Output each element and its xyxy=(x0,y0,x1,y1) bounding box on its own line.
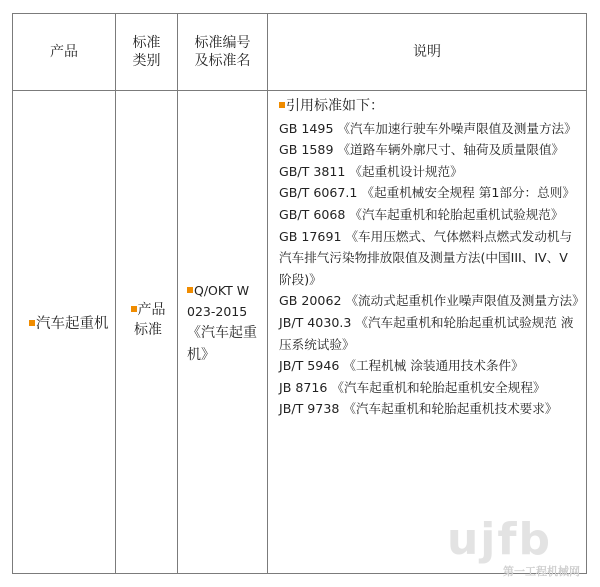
header-number: 标准编号及标准名 xyxy=(194,35,251,69)
number-cell: Q/OKT W 023-2015 《汽车起重机》 xyxy=(187,283,257,363)
watermark-logo: ujfb xyxy=(446,514,552,565)
header-description: 说明 xyxy=(413,44,441,60)
standard-item: GB/T 6067.1 《起重机械安全规程 第1部分：总则》 xyxy=(279,185,575,201)
standard-item: JB 8716 《汽车起重机和轮胎起重机安全规程》 xyxy=(279,379,546,395)
description-cell xyxy=(279,96,585,420)
standard-item: JB/T 5946 《工程机械 涂装通用技术条件》 xyxy=(279,358,524,374)
header-category: 标准类别 xyxy=(132,35,161,69)
bullet-icon xyxy=(279,102,285,108)
column-divider xyxy=(115,14,116,573)
standard-item: JB/T 9738 《汽车起重机和轮胎起重机技术要求》 xyxy=(279,401,558,417)
standard-item: GB 1495 《汽车加速行驶车外噪声限值及测量方法》 xyxy=(279,120,577,136)
watermark-site: 第一工程机械网 xyxy=(503,565,580,578)
bullet-icon xyxy=(131,306,137,312)
standard-item: GB 17691 《车用压燃式、气体燃料点燃式发动机与汽车排气污染物排放限值及测量方法(中国III、IV、V阶段)》 xyxy=(279,228,573,287)
standard-item: GB/T 3811 《起重机设计规范》 xyxy=(279,163,463,179)
bullet-icon xyxy=(187,287,193,293)
standards-table xyxy=(12,13,587,574)
standard-item: GB 20062 《流动式起重机作业噪声限值及测量方法》 xyxy=(279,293,585,309)
column-divider xyxy=(177,14,178,573)
product-cell: 汽车起重机 xyxy=(29,314,109,334)
standard-item: JB/T 4030.3 《汽车起重机和轮胎起重机试验规范 液压系统试验》 xyxy=(279,314,574,352)
column-divider xyxy=(267,14,268,573)
header-divider xyxy=(13,90,586,91)
bullet-icon xyxy=(29,320,35,326)
standard-item: GB 1589 《道路车辆外廓尺寸、轴荷及质量限值》 xyxy=(279,142,565,158)
header-product: 产品 xyxy=(50,44,78,60)
description-intro: 引用标准如下： xyxy=(279,96,579,118)
category-cell: 产品标准 xyxy=(127,300,169,340)
standard-item: GB/T 6068 《汽车起重机和轮胎起重机试验规范》 xyxy=(279,206,564,222)
